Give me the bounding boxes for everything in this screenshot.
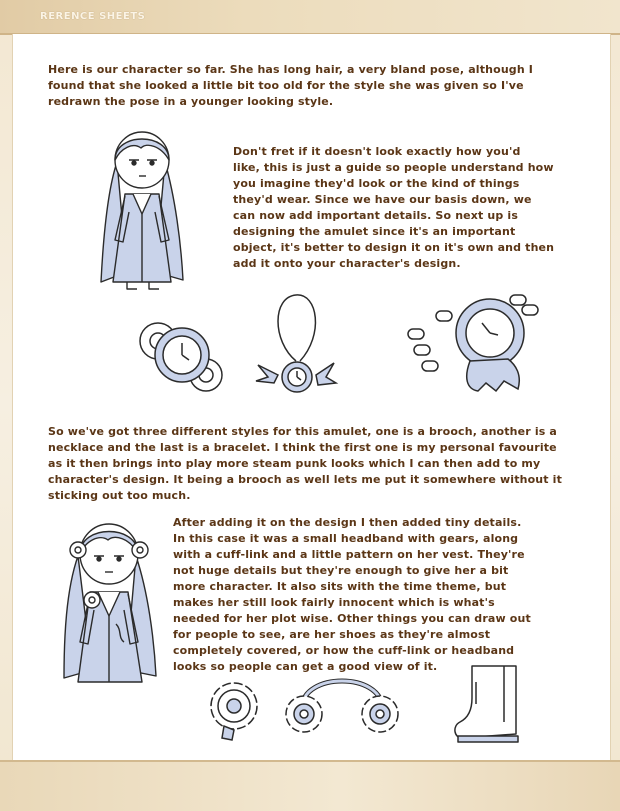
text-line: character's design. It being a brooch as well lets me put it somewhere without it <box>48 473 562 486</box>
text-line: as it then brings into play more steam punk looks which I can then add to my <box>48 457 541 470</box>
text-line: sticking out too much. <box>48 489 191 502</box>
text-line: needed for her plot wise. Other things you can draw out <box>173 612 531 625</box>
character-sketch-basic <box>97 122 187 292</box>
text-line: redrawn the pose in a younger looking style. <box>48 95 334 108</box>
headband-sketch <box>284 656 400 746</box>
boot-sketch <box>446 662 526 748</box>
paragraph-amulet-styles <box>48 424 562 504</box>
text-line: After adding it on the design I then added tiny details. <box>173 516 522 529</box>
text-line: object, it's better to design it on it's own and then <box>233 241 555 254</box>
text-line: completely covered, or how the cuff-link or headband <box>173 644 515 657</box>
text-line: they'd wear. Since we have our basis down, we <box>233 193 532 206</box>
text-line: you imagine they'd look or the kind of things <box>233 177 520 190</box>
paragraph-details <box>173 515 531 675</box>
text-line: necklace and the last is a bracelet. I think the first one is my personal favourite <box>48 441 557 454</box>
amulet-necklace-sketch <box>252 291 336 409</box>
text-line: Don't fret if it doesn't look exactly how you'd <box>233 145 521 158</box>
text-line: more character. It also sits with the time theme, but <box>173 580 507 593</box>
paragraph-guide <box>233 144 554 272</box>
header-title: RERENCE SHEETS <box>40 11 146 22</box>
text-line: like, this is just a guide so people understand how <box>233 161 554 174</box>
header-bar <box>0 0 620 35</box>
footer-bar <box>0 760 620 811</box>
text-line: designing the amulet since it's an important <box>233 225 516 238</box>
amulet-brooch-sketch <box>136 313 232 399</box>
character-sketch-detailed <box>56 512 164 690</box>
text-line: for people to see, are her shoes as they're almost <box>173 628 491 641</box>
text-line: with a cuff-link and a little pattern on her vest. They're <box>173 548 525 561</box>
cufflink-sketch <box>200 676 270 746</box>
text-line: Here is our character so far. She has long hair, a very bland pose, although I <box>48 63 534 76</box>
text-line: found that she looked a little bit too old for the style she was given so I've <box>48 79 524 92</box>
text-line: can now add important details. So next up is <box>233 209 519 222</box>
text-line: In this case it was a small headband with gears, along <box>173 532 519 545</box>
text-line: not huge details but they're enough to give her a bit <box>173 564 509 577</box>
paragraph-intro <box>48 62 533 110</box>
text-line: So we've got three different styles for this amulet, one is a brooch, another is a <box>48 425 557 438</box>
text-line: add it onto your character's design. <box>233 257 461 270</box>
text-line: looks so people can get a good view of it. <box>173 660 438 673</box>
amulet-bracelet-sketch <box>400 287 550 407</box>
text-line: makes her still look fairly innocent which is what's <box>173 596 495 609</box>
